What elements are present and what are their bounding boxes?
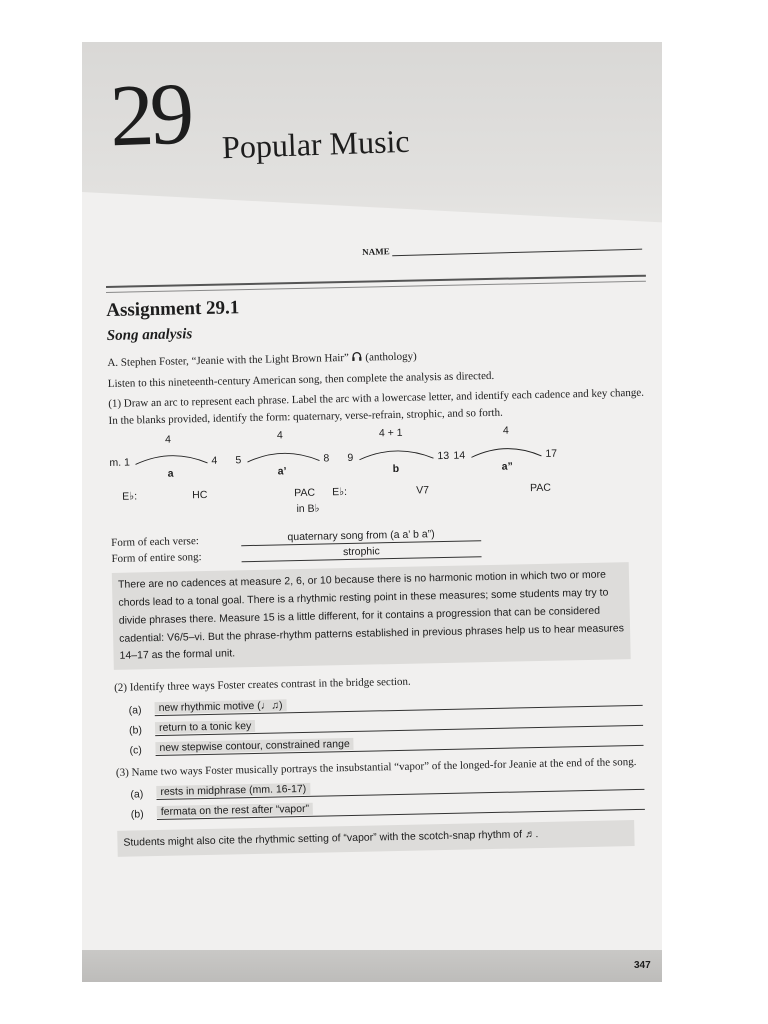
answer-letter: (a): [128, 704, 142, 717]
phrase-start: 14: [453, 449, 466, 462]
question-2-prompt: (2) Identify three ways Foster creates contrast in the bridge section.: [114, 675, 411, 695]
phrase-letter: a”: [501, 460, 513, 473]
question-1-prompt: (1) Draw an arc to represent each phrase. Label the arc with a lowercase letter, and identify each cadence and key change. In the blanks provided, identify the form: quaternary, verse-refrain, strophic, and so forth.: [108, 386, 645, 427]
form-song-answer: strophic: [241, 543, 481, 562]
cadence-label: PAC: [294, 486, 316, 500]
assignment-title: Assignment 29.1: [106, 297, 240, 321]
answer-text: fermata on the rest after “vapor”: [157, 803, 313, 818]
phrase-end: 8: [323, 452, 330, 465]
form-song-label: Form of entire song:: [111, 551, 202, 565]
phrase-arcs: [109, 422, 631, 533]
phrase-end: 4: [211, 454, 218, 467]
answer-letter: (a): [130, 788, 144, 801]
cadence-label: V7: [416, 484, 430, 497]
phrase-arc: [135, 455, 207, 465]
chapter-number: 29: [108, 65, 192, 166]
phrase-letter: a: [167, 467, 174, 480]
phrase-letter: b: [392, 462, 400, 476]
phrase-letter: a’: [277, 465, 287, 478]
phrase-length: 4: [276, 429, 283, 442]
phrase-start: m. 1: [109, 456, 131, 469]
phrase-start: 5: [235, 454, 242, 467]
phrase-start: 9: [347, 451, 354, 464]
cadence-note: There are no cadences at measure 2, 6, or 10 because there is no harmonic motion in which two or more chords lead to a tonal goal. There is a rhythmic resting point in these measures; some students may try to divide phrases there. Measure 15 is a little different, for it contains a progression that can be considered cadential: V6/5–vi. But the phrase-rhythm patterns established in previous phrases help us to hear measures 14–17 as the formal unit.: [112, 562, 631, 670]
chapter-title: Popular Music: [221, 122, 411, 166]
form-verse-answer: quaternary song from (a a’ b a”): [241, 527, 481, 546]
answer-text: return to a tonic key: [155, 720, 255, 734]
name-label: NAME: [362, 246, 390, 257]
answer-letter: (b): [128, 724, 143, 737]
assignment-subtitle: Song analysis: [106, 326, 193, 344]
part-a-intro: Listen to this nineteenth-century American song, then complete the analysis as directed.: [107, 369, 495, 390]
cadence-label: HC: [192, 488, 208, 502]
phrase-end: 17: [545, 447, 558, 460]
assignment-content: [106, 285, 662, 867]
part-a-title: A. Stephen Foster, “Jeanie with the Light Brown Hair”: [107, 351, 349, 369]
page-number: 347: [634, 960, 651, 971]
answer-row: [131, 796, 662, 821]
textbook-page: [82, 42, 662, 982]
cadence-label: PAC: [529, 481, 552, 495]
phrase-arc: [247, 453, 319, 463]
phrase-end: 13: [437, 449, 450, 463]
phrase-arc: [359, 450, 433, 460]
answer-text: new stepwise contour, constrained range: [155, 738, 354, 754]
phrase-diagram: [109, 422, 656, 533]
form-verse-label: Form of each verse:: [111, 535, 199, 549]
answer-row: [129, 731, 660, 756]
question-3-prompt: (3) Name two ways Foster musically portrays the insubstantial “vapor” of the longed-for Jeanie at the end of the song.: [115, 755, 637, 779]
footer-band: [82, 950, 662, 982]
answer-text: rests in midphrase (mm. 16-17): [156, 783, 310, 798]
key-label: E♭:: [122, 490, 138, 503]
phrase-length: 4 + 1: [378, 426, 403, 440]
key-label: E♭:: [332, 485, 348, 499]
answer-text: new rhythmic motive (♩♫): [155, 699, 287, 714]
answer-letter: (c): [129, 744, 142, 757]
phrase-length: 4: [164, 433, 171, 446]
anthology-label: (anthology): [365, 350, 417, 364]
phrase-arc: [471, 448, 541, 457]
answer-letter: (b): [130, 808, 144, 821]
vapor-note: Students might also cite the rhythmic setting of “vapor” with the scotch-snap rhythm of ♬.: [117, 820, 634, 857]
phrase-length: 4: [502, 424, 509, 437]
key-change-label: in B♭: [296, 502, 320, 516]
headphones-icon: [351, 352, 365, 364]
